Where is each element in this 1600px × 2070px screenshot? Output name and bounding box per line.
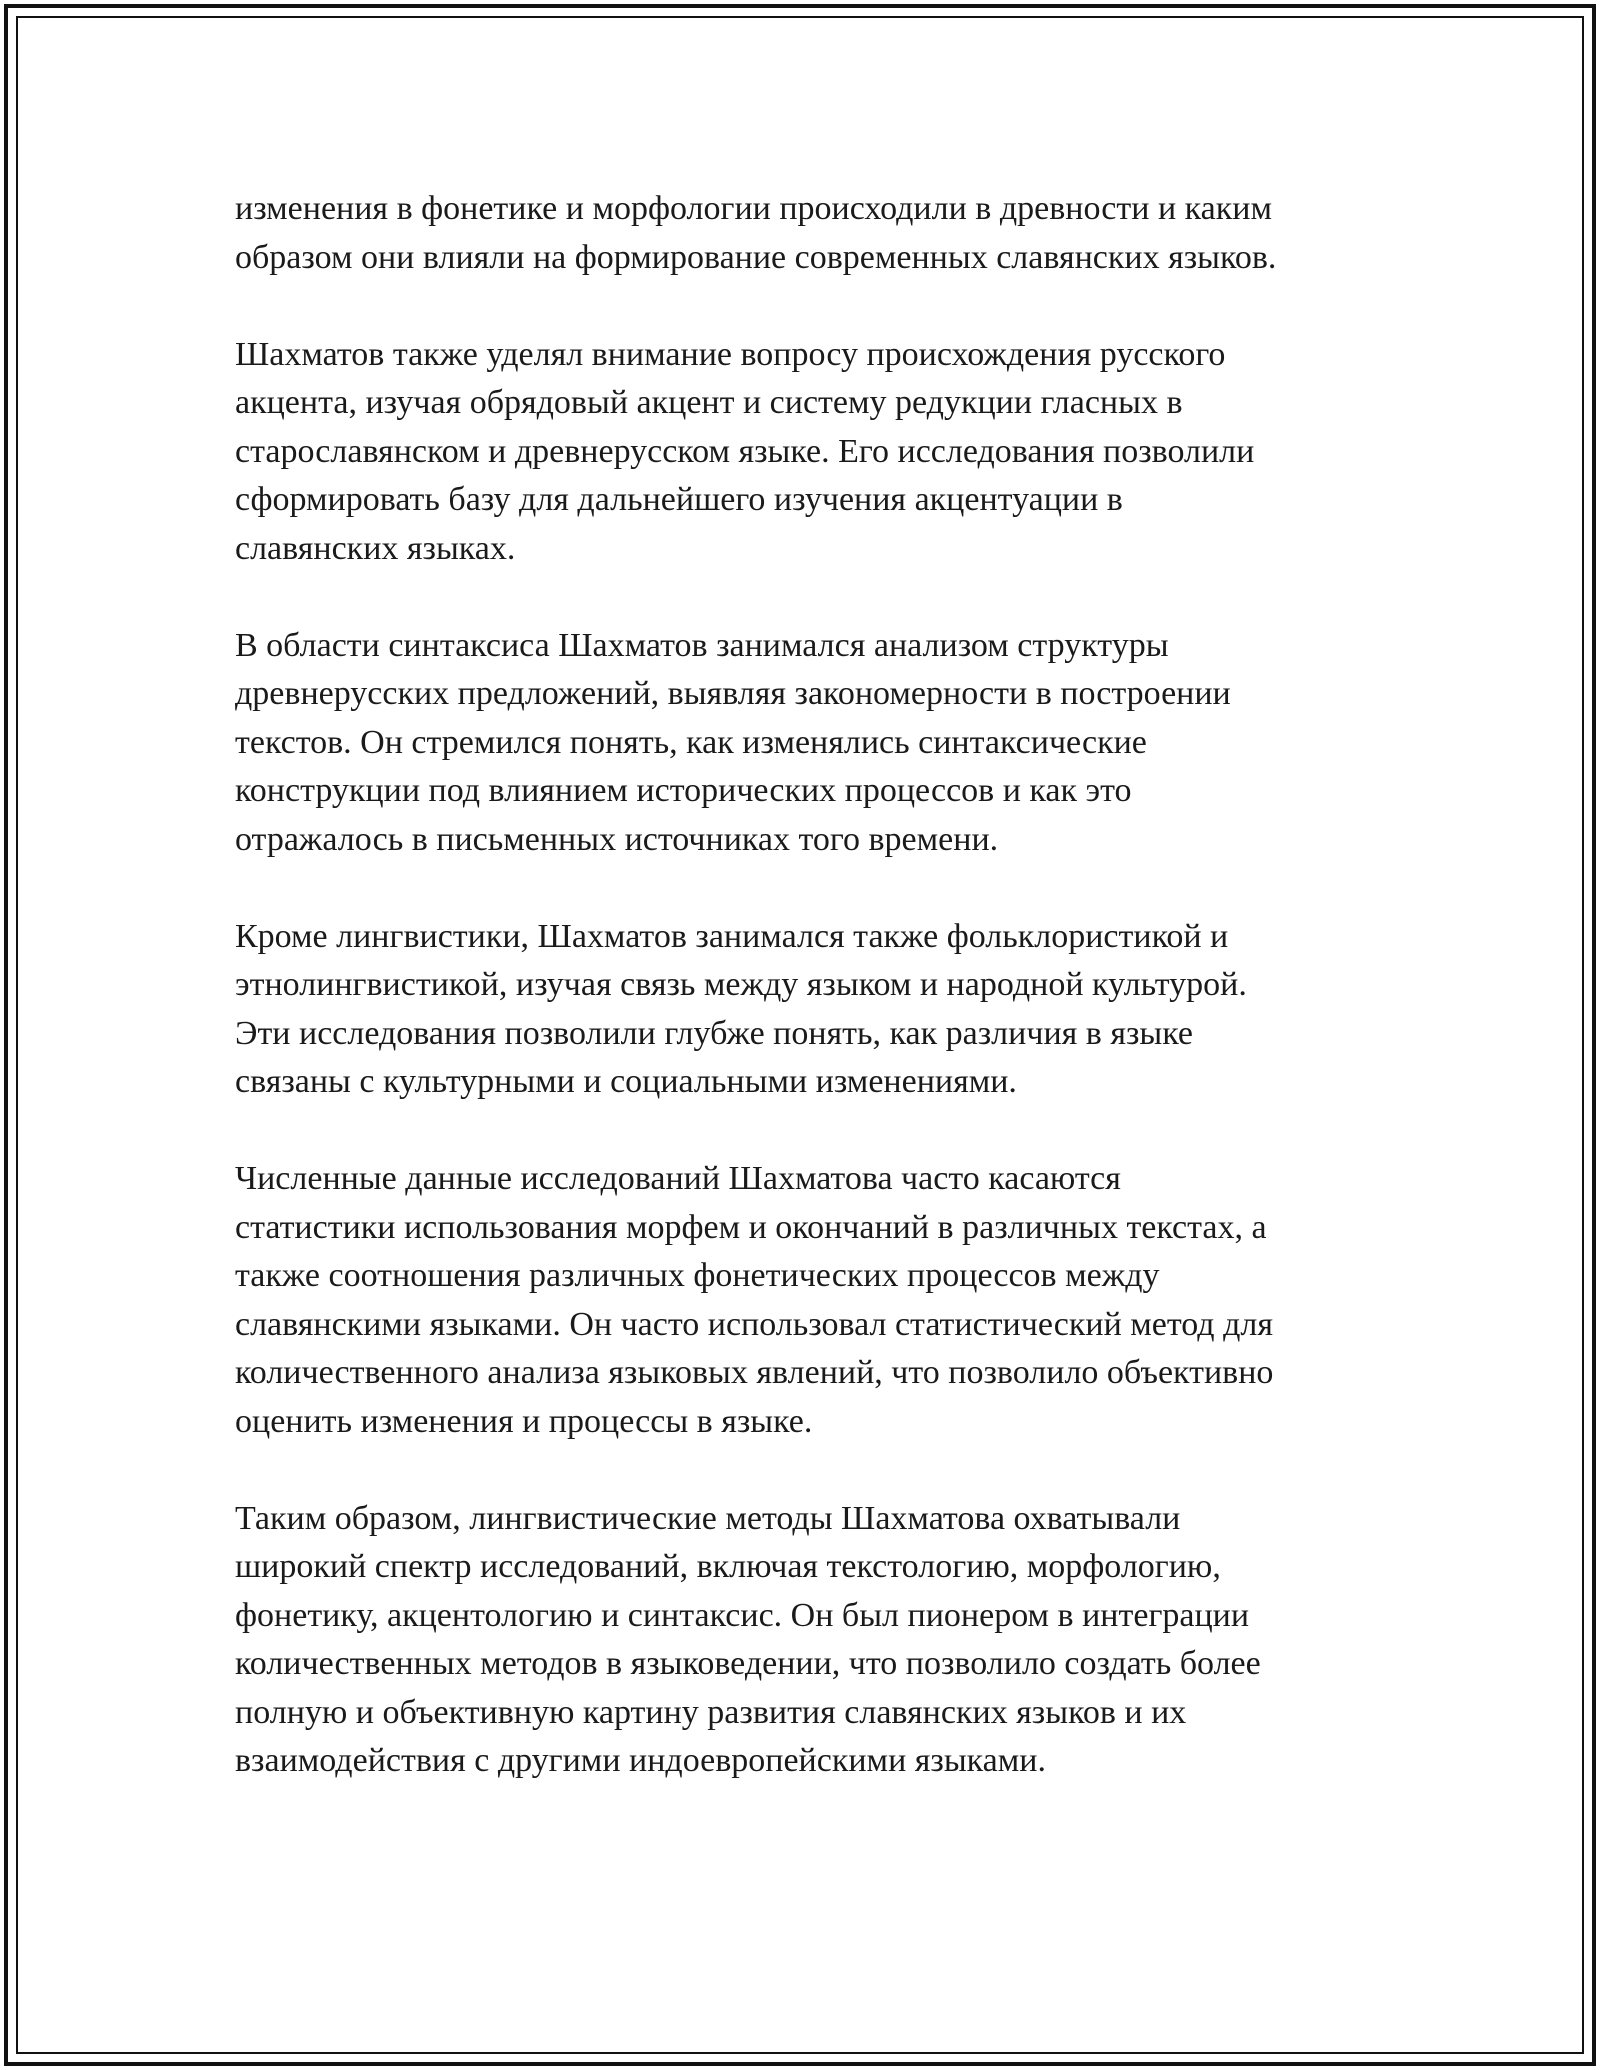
paragraph-folklore: Кроме лингвистики, Шахматов занимался также фольклористикой и этнолингвистикой, изучая связь между языком и народной культурой. Эти исследования позволили глубже понять, как различия в языке связаны с культурными и социальными изменениями. xyxy=(235,917,1247,1100)
paragraph-syntax: В области синтаксиса Шахматов занимался анализом структуры древнерусских предложений, выявляя закономерности в построении текстов. Он стремился понять, как изменялись синтаксические конструкции под влиянием исторических процессов и как это отражалось в письменных источниках того времени. xyxy=(235,626,1231,858)
document-body xyxy=(235,185,1405,1834)
paragraph-accent: Шахматов также уделял внимание вопросу происхождения русского акцента, изучая обрядовый акцент и систему редукции гласных в старославянском и древнерусском языке. Его исследования позволили сформировать базу для дальнейшего изучения акцентуации в славянских языках. xyxy=(235,335,1255,567)
paragraph-phonetics-morphology: изменения в фонетике и морфологии происходили в древности и каким образом они влияли на формирование современных славянских языков. xyxy=(235,190,1277,276)
paragraph-statistics: Численные данные исследований Шахматова часто касаются статистики использования морфем и окончаний в различных текстах, а также соотношения различных фонетических процессов между славянскими языками. Он часто использовал статистический метод для количественного анализа языковых явлений, что позволило объективно оценить изменения и процессы в языке. xyxy=(235,1160,1274,1440)
paragraph-conclusion: Таким образом, лингвистические методы Шахматова охватывали широкий спектр исследований, включая текстологию, морфологию, фонетику, акцентологию и синтаксис. Он был пионером в интеграции количественных методов в языковедении, что позволило создать более полную и объективную картину развития славянских языков и их взаимодействия с другими индоевропейскими языками. xyxy=(235,1499,1261,1779)
